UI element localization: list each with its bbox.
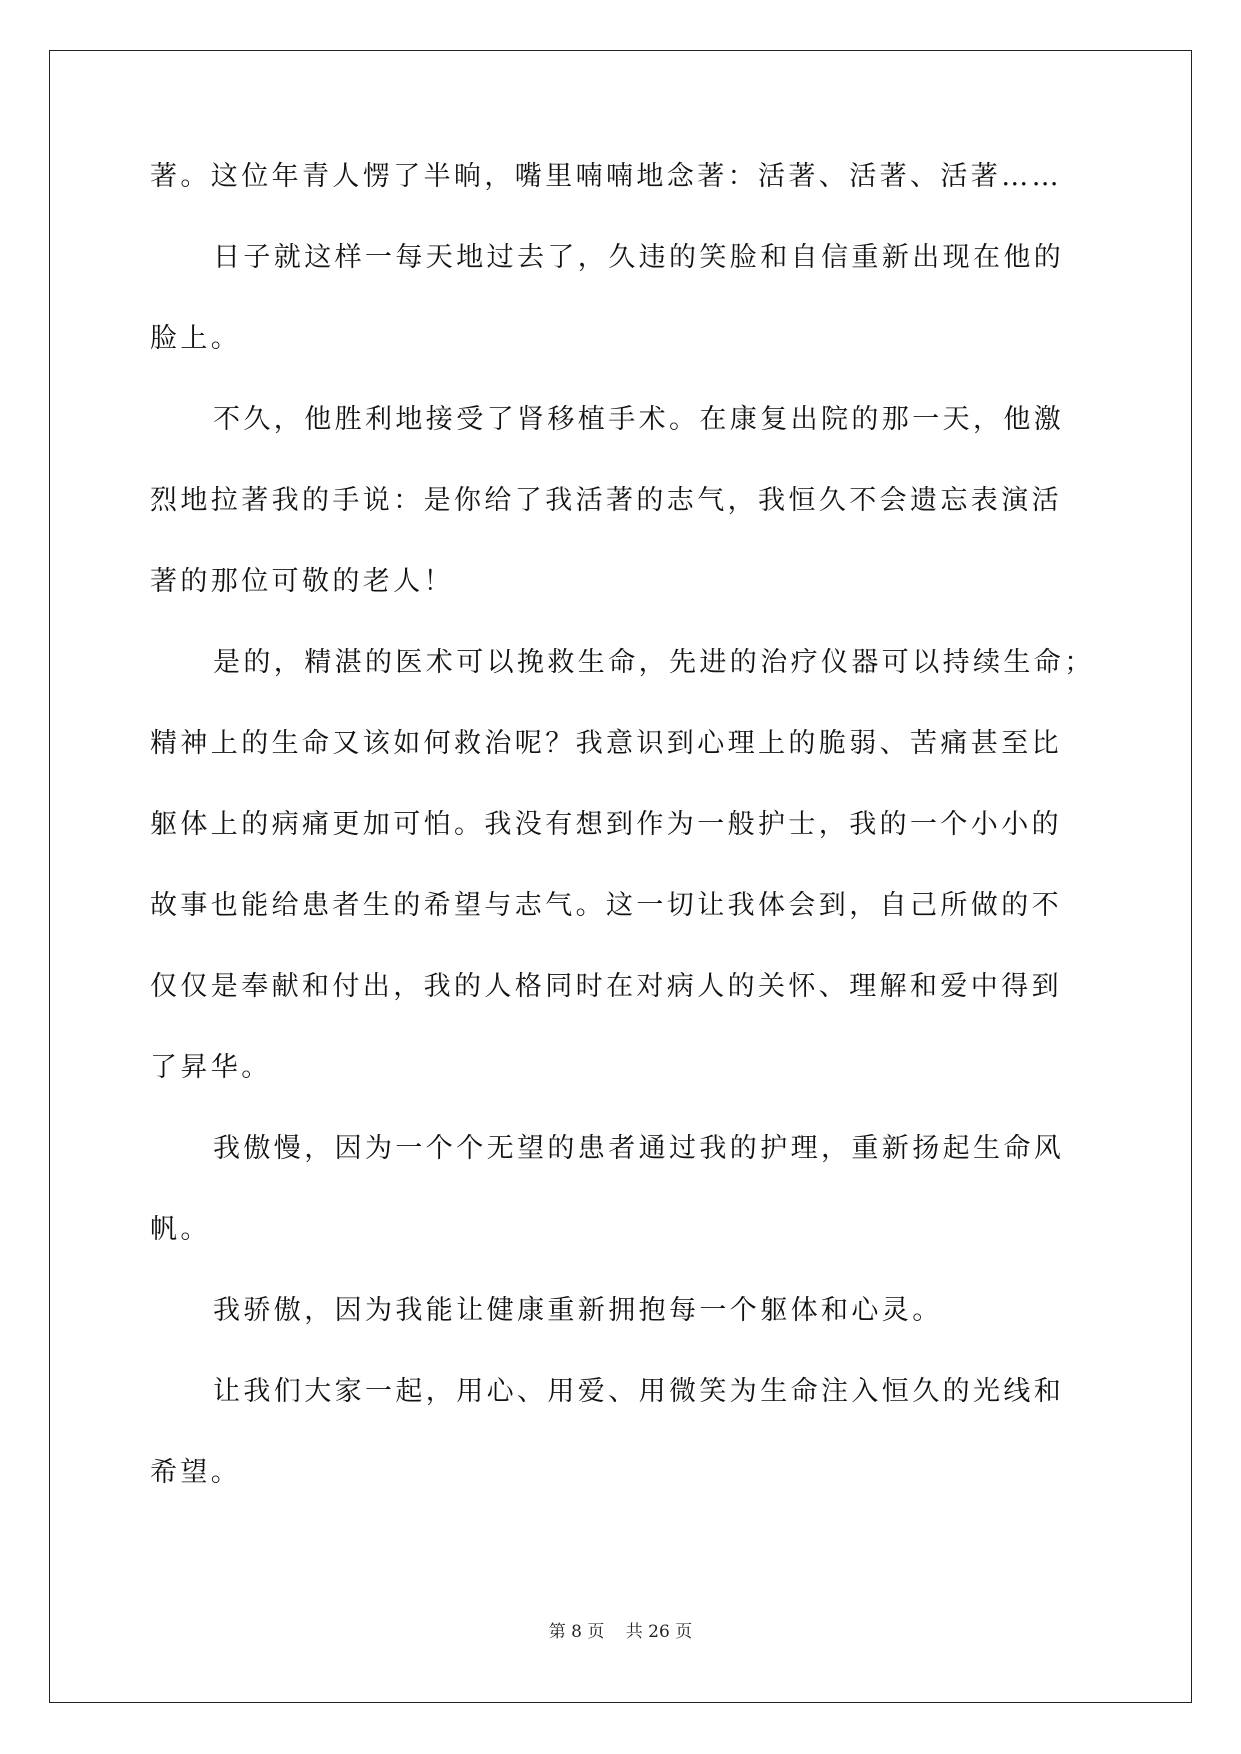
text-line: 故事也能给患者生的希望与志气。这一切让我体会到，自己所做的不 bbox=[150, 890, 1062, 921]
text-line: 不久，他胜利地接受了肾移植手术。在康复出院的那一天，他激 bbox=[213, 404, 1065, 435]
text-line: 精神上的生命又该如何救治呢？我意识到心理上的脆弱、苦痛甚至比 bbox=[150, 728, 1062, 759]
page-footer bbox=[0, 1617, 1241, 1642]
text-line: 了昇华。 bbox=[150, 1052, 272, 1083]
text-line: 著。这位年青人愣了半晌，嘴里喃喃地念著：活著、活著、活著…… bbox=[150, 161, 1062, 192]
text-line: 躯体上的病痛更加可怕。我没有想到作为一般护士，我的一个小小的 bbox=[150, 809, 1062, 840]
text-line: 帆。 bbox=[150, 1214, 211, 1245]
text-line: 脸上。 bbox=[150, 323, 242, 354]
text-line: 让我们大家一起，用心、用爱、用微笑为生命注入恒久的光线和 bbox=[213, 1376, 1065, 1407]
text-line: 是的，精湛的医术可以挽救生命，先进的治疗仪器可以持续生命； bbox=[213, 647, 1095, 678]
text-line: 我骄傲，因为我能让健康重新拥抱每一个躯体和心灵。 bbox=[213, 1295, 943, 1326]
document-body bbox=[150, 160, 1095, 1537]
text-line: 日子就这样一每天地过去了，久违的笑脸和自信重新出现在他的 bbox=[213, 242, 1065, 273]
text-line: 我傲慢，因为一个个无望的患者通过我的护理，重新扬起生命风 bbox=[213, 1133, 1065, 1164]
current-page-label: 第 8 页 bbox=[548, 1622, 605, 1642]
text-line: 烈地拉著我的手说：是你给了我活著的志气，我恒久不会遗忘表演活 bbox=[150, 485, 1062, 516]
text-line: 著的那位可敬的老人！ bbox=[150, 566, 454, 597]
total-pages-label: 共 26 页 bbox=[625, 1622, 693, 1642]
text-line: 希望。 bbox=[150, 1457, 242, 1488]
text-line: 仅仅是奉献和付出，我的人格同时在对病人的关怀、理解和爱中得到 bbox=[150, 971, 1062, 1002]
